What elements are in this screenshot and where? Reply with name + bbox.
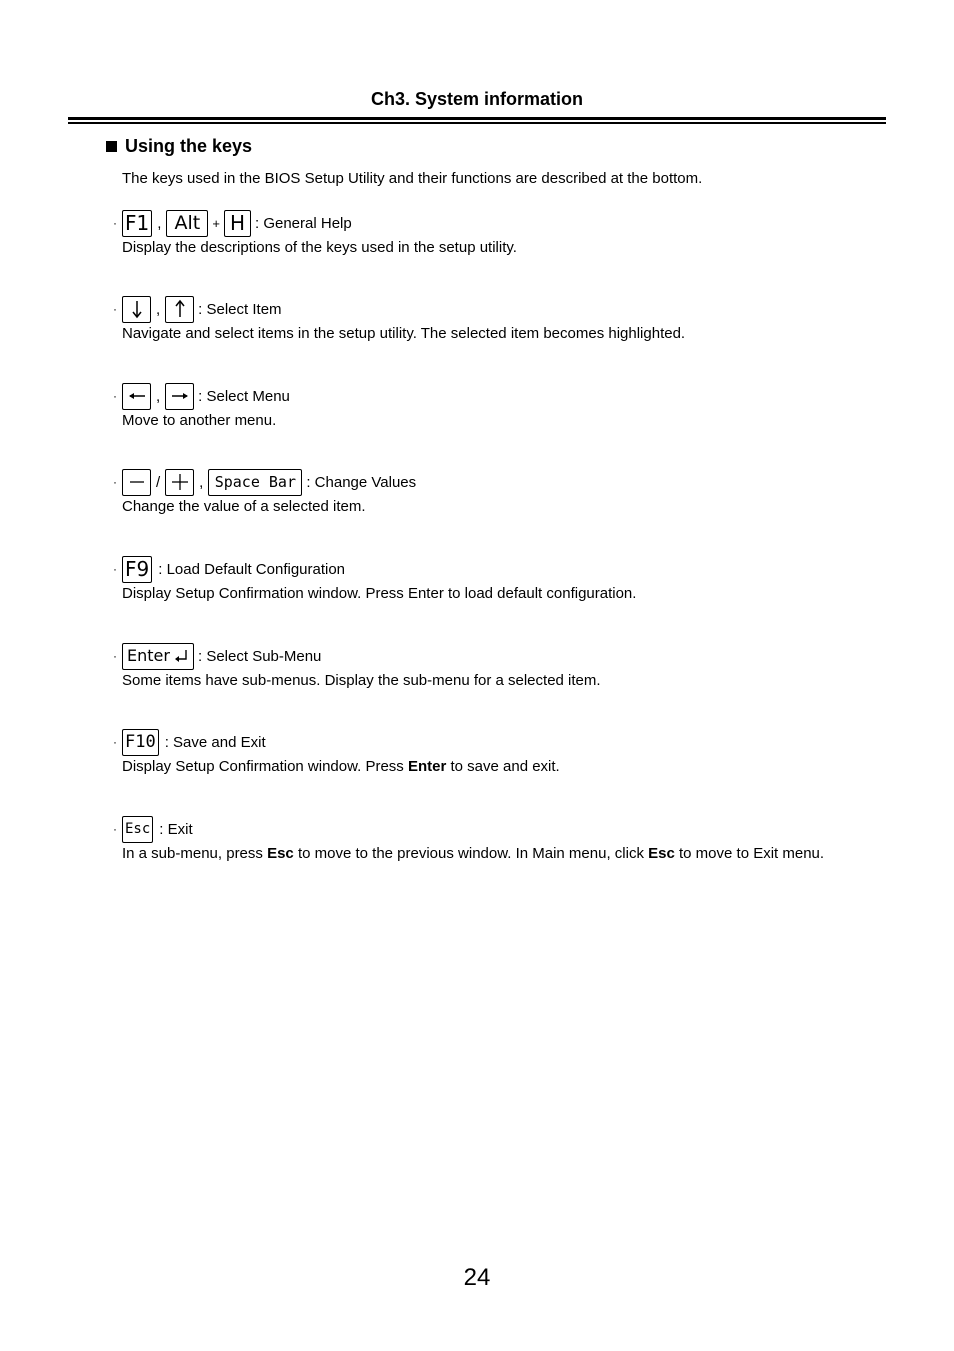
esc-key-icon: Esc — [122, 816, 153, 843]
key-description: Change the value of a selected item. — [122, 498, 366, 515]
separator: , — [156, 300, 161, 318]
bullet-dot: · — [113, 649, 117, 663]
key-function-label: : Select Sub-Menu — [198, 647, 322, 665]
key-entry-change-values — [113, 467, 416, 515]
bullet-dot: · — [113, 302, 117, 316]
page-header-title: Ch3. System information — [370, 89, 584, 109]
bullet-dot: · — [113, 562, 117, 576]
key-entry-general-help — [113, 208, 517, 256]
bullet-dot: · — [113, 389, 117, 403]
key-function-label: : Save and Exit — [164, 733, 266, 751]
key-entry-load-default — [113, 554, 636, 602]
key-description: Display the descriptions of the keys used in the setup utility. — [122, 239, 517, 256]
section-intro: The keys used in the BIOS Setup Utility and their functions are described at the bottom. — [122, 170, 703, 187]
alt-key-icon: Alt — [166, 210, 208, 237]
f10-key-icon: F10 — [122, 729, 159, 756]
separator: , — [157, 214, 162, 232]
key-entry-select-item — [113, 294, 685, 342]
key-entry-select-menu — [113, 381, 290, 429]
bold-key-name: Esc — [648, 845, 675, 862]
bold-key-name: Esc — [267, 845, 294, 862]
plus-separator: + — [212, 215, 220, 231]
plus-key-icon — [165, 469, 194, 496]
key-function-label: : Change Values — [306, 473, 417, 491]
key-entry-sub-menu — [113, 641, 601, 689]
down-arrow-key-icon — [122, 296, 151, 323]
bullet-dot: · — [113, 216, 117, 230]
key-function-label: : General Help — [255, 214, 352, 232]
key-function-label: : Exit — [159, 820, 193, 838]
key-function-label: : Load Default Configuration — [158, 560, 346, 578]
key-description: Display Setup Confirmation window. Press Enter to load default configuration. — [122, 585, 637, 602]
key-function-label: : Select Item — [198, 300, 282, 318]
header-rule-thin — [68, 122, 886, 124]
bullet-dot: · — [113, 822, 117, 836]
bullet-dot: · — [113, 475, 117, 489]
section-heading-text: Using the keys — [125, 136, 253, 156]
separator: / — [156, 473, 161, 491]
f1-key-icon: F1 — [122, 210, 152, 237]
key-description: Some items have sub-menus. Display the sub-menu for a selected item. — [122, 672, 601, 689]
key-description: Move to another menu. — [122, 412, 277, 429]
enter-key-icon — [122, 643, 194, 670]
section-heading — [106, 136, 252, 157]
h-key-icon: H — [224, 210, 251, 237]
key-entry-save-exit — [113, 727, 560, 775]
key-description: In a sub-menu, press Esc to move to the previous window. In Main menu, click Esc to move to Exit menu. — [122, 845, 825, 862]
space-bar-key-icon: Space Bar — [208, 469, 302, 496]
separator: , — [199, 473, 204, 491]
f9-key-icon: F9 — [122, 556, 152, 583]
key-entry-exit — [113, 814, 824, 862]
key-description: Display Setup Confirmation window. Press Enter to save and exit. — [122, 758, 560, 775]
header-rule-thick — [68, 117, 886, 120]
right-arrow-key-icon — [165, 383, 194, 410]
minus-key-icon — [122, 469, 151, 496]
bold-key-name: Enter — [407, 758, 447, 775]
return-arrow-icon — [173, 648, 189, 664]
key-function-label: : Select Menu — [198, 387, 290, 405]
square-bullet-icon — [106, 141, 117, 152]
enter-key-label: Enter — [127, 646, 170, 665]
key-description: Navigate and select items in the setup utility. The selected item becomes highlighted. — [122, 325, 686, 342]
up-arrow-key-icon — [165, 296, 194, 323]
left-arrow-key-icon — [122, 383, 151, 410]
page-number: 24 — [463, 1264, 491, 1291]
separator: , — [156, 387, 161, 405]
bullet-dot: · — [113, 735, 117, 749]
